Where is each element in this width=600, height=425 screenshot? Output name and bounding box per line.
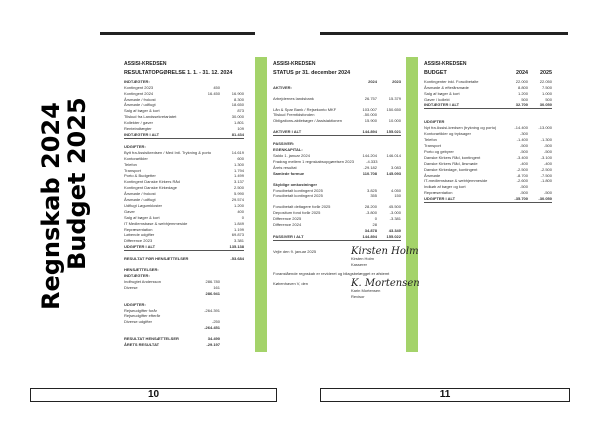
- row-label: Forudbetalt deltagere forår 2025: [273, 204, 331, 210]
- row-value: 286.941: [205, 290, 220, 296]
- budget-panel: [424, 62, 552, 350]
- row-label: IT-medlemsbase & webhjemmeside: [424, 178, 488, 184]
- row-label: Årsmøde / udflugt: [124, 197, 156, 203]
- row-value: 1.499: [233, 173, 244, 179]
- page-number-right: 11: [320, 388, 570, 402]
- row-value: 0: [374, 216, 377, 222]
- row-value: 873: [237, 108, 244, 114]
- table-row: [124, 244, 244, 251]
- row-value: [196, 132, 220, 138]
- row-label: Kontorartikler og tryksager: [424, 131, 471, 137]
- table-row: [124, 291, 244, 297]
- row-label: Rejseudgifter forår: [124, 307, 157, 313]
- row-value: 144.894: [362, 129, 377, 135]
- row-value: -2.500: [516, 166, 528, 172]
- row-label: Difference 2023: [124, 238, 153, 244]
- table-row: [273, 85, 401, 91]
- row-value: -250: [211, 319, 220, 325]
- row-label: Forudbetalt kontingent 2025: [273, 187, 323, 193]
- col-header-2023: 2023: [392, 78, 401, 84]
- row-label: Arbejdernes landsbank: [273, 95, 314, 101]
- org-name: ASSISI-KREDSEN: [273, 61, 316, 67]
- balance-sheet-title: STATUS pr 31. december 2024: [273, 69, 351, 76]
- row-value: 7.500: [541, 84, 552, 90]
- row-label: UDGIFTER I ALT: [124, 244, 156, 250]
- green-divider-1: [255, 57, 267, 352]
- row-value: 30.050: [539, 102, 552, 108]
- row-label: Porto & Budgetter: [124, 173, 156, 179]
- table-row: [124, 132, 244, 139]
- signer-2-name: Karin Mortensen: [351, 288, 381, 294]
- row-value: 0: [241, 214, 244, 220]
- row-value: -3.800: [365, 210, 377, 216]
- row-label: IT Medlemsbase & webhjemmeside: [124, 220, 188, 226]
- row-label: Årsmøde & efterårsmøde: [424, 84, 469, 90]
- row-value: 1.199: [233, 226, 244, 232]
- row-value: -7.500: [540, 172, 552, 178]
- page-number-left: 10: [30, 388, 277, 402]
- balance-sheet-panel: [273, 61, 420, 350]
- row-value: 43.340: [388, 227, 401, 233]
- row-value: [196, 244, 220, 250]
- row-label: INDTÆGTER I ALT: [424, 102, 460, 108]
- row-value: 144.204: [362, 152, 377, 158]
- table-row: [424, 196, 552, 203]
- row-label: UDGIFTER:: [124, 143, 146, 149]
- table-row: [424, 102, 552, 109]
- row-value: 1.794: [233, 167, 244, 173]
- row-value: 3.825: [366, 187, 377, 193]
- table-row: [124, 342, 244, 348]
- green-divider-2: [406, 57, 418, 352]
- row-label: Kontingent 2023: [124, 84, 154, 90]
- row-value: -500: [543, 142, 552, 148]
- row-value: -3.100: [540, 154, 552, 160]
- row-label: Transport: [424, 142, 441, 148]
- row-value: 3.381: [233, 238, 244, 244]
- row-value: 103.007: [362, 106, 377, 112]
- row-value: 15.379: [388, 95, 401, 101]
- row-value: 161: [213, 284, 220, 290]
- row-label: Samlede formue: [273, 170, 305, 176]
- row-label: Diverse: [124, 284, 138, 290]
- row-value: 28.200: [364, 204, 377, 210]
- row-value: 15.900: [364, 118, 377, 124]
- income-statement-rows: [124, 79, 244, 348]
- row-label: Danske Kirkers Råd, kontingent: [424, 154, 481, 160]
- row-label: Tilskud Fremtidsfonden: [273, 112, 315, 118]
- row-value: -500: [519, 148, 528, 154]
- row-value: -500: [519, 190, 528, 196]
- row-value: -3.381: [389, 216, 401, 222]
- row-label: Indkøb af bøger og kort: [424, 184, 466, 190]
- col-header-2024: 2024: [516, 69, 528, 76]
- table-row: [124, 325, 244, 331]
- row-label: Gaver / kollekt: [424, 96, 450, 102]
- income-statement-panel: [124, 62, 244, 350]
- row-value: -500: [543, 190, 552, 196]
- row-label: Udflugt Løgumkloster: [124, 202, 163, 208]
- signature-2: K. Mortensen: [351, 278, 420, 290]
- signature-block-2: [273, 278, 420, 300]
- table-row: [273, 118, 401, 124]
- row-value: 146.014: [386, 152, 401, 158]
- row-value: 135.138: [229, 244, 244, 250]
- row-value: 18.650: [231, 102, 244, 108]
- row-value: 1.200: [517, 90, 528, 96]
- row-label: Salg af bøger & kort: [124, 214, 160, 220]
- row-label: Årsmøde / frokost: [124, 191, 156, 197]
- row-value: [196, 256, 220, 262]
- row-value: -500: [543, 148, 552, 154]
- title-line-1: Regnskab 2024: [37, 102, 65, 310]
- row-value: -50.000: [363, 112, 377, 118]
- row-value: -3.000: [389, 210, 401, 216]
- row-value: -3.400: [516, 154, 528, 160]
- row-label: UDGIFTER:: [124, 301, 146, 307]
- row-label: INDTÆGTER:: [124, 78, 150, 84]
- row-value: 110.708: [362, 170, 377, 176]
- row-label: Salg af bøger & kort: [124, 108, 160, 114]
- row-label: [124, 291, 196, 297]
- row-value: -1.400: [516, 137, 528, 143]
- signer-1-role: Kasserer: [351, 261, 368, 267]
- row-value: 286.780: [205, 278, 220, 284]
- row-value: -300: [519, 131, 528, 137]
- row-value: -53.684: [230, 256, 244, 262]
- row-value: 45.500: [388, 204, 401, 210]
- row-label: AKTIVER I ALT: [273, 129, 302, 135]
- row-label: Årsmøde: [424, 172, 441, 178]
- row-label: Kontingent 2024: [124, 90, 154, 96]
- row-label: Telefon: [124, 161, 137, 167]
- row-value: 1.801: [233, 120, 244, 126]
- row-value: 69.873: [231, 232, 244, 238]
- row-value: -35.700: [514, 196, 528, 202]
- row-value: 450: [213, 84, 220, 90]
- org-name: ASSISI-KREDSEN: [424, 61, 467, 67]
- table-row: [273, 234, 401, 241]
- table-row: [273, 96, 401, 102]
- row-value: -8.700: [516, 172, 528, 178]
- row-label: Lån & Spar Bank / Rejsekonto MKF: [273, 106, 337, 112]
- row-label: Løbende udgifter: [124, 232, 155, 238]
- row-label: Difference 2025: [273, 216, 302, 222]
- row-value: [353, 85, 377, 91]
- row-value: 8.300: [233, 96, 244, 102]
- signature-1: Kirsten Holm: [351, 245, 419, 257]
- row-value: -264.451: [204, 325, 220, 331]
- top-rule-left: [100, 32, 255, 35]
- row-label: PASSIVER I ALT: [273, 233, 304, 239]
- row-value: 145.093: [386, 170, 401, 176]
- row-label: Telefon: [424, 137, 437, 143]
- income-statement-title: RESULTATOPGØRELSE 1. 1. - 31. 12. 2024: [124, 69, 233, 76]
- row-label: INDTÆGTER I ALT: [124, 131, 160, 137]
- row-value: 155.021: [386, 129, 401, 135]
- row-label: INDTÆGTER:: [124, 273, 150, 278]
- row-value: -14.400: [514, 125, 528, 131]
- signer-1-name: Kirsten Holm: [351, 255, 374, 261]
- row-label: Danske Kirkers Råd, årsmøde: [424, 160, 478, 166]
- row-label: HENSÆTTELSER:: [124, 267, 159, 273]
- row-label: Kontingent Danske Kirkedage: [124, 185, 177, 191]
- row-value: -1.300: [540, 137, 552, 143]
- row-label: Repræsentation: [424, 190, 453, 196]
- row-value: 81.434: [231, 131, 244, 137]
- table-row: [273, 171, 401, 177]
- row-label: Rejseudgifter efterår: [124, 313, 161, 319]
- row-value: 1.200: [233, 202, 244, 208]
- row-value: 1.000: [541, 90, 552, 96]
- row-label: Transport: [124, 167, 141, 173]
- row-value: -400: [519, 160, 528, 166]
- top-rule-right: [320, 32, 568, 35]
- balance-sheet-rows: [273, 85, 401, 241]
- row-value: 32.700: [515, 102, 528, 108]
- row-label: Danske Kirkedage, kontingent: [424, 166, 478, 172]
- row-label: AKTIVER:: [273, 84, 292, 90]
- row-label: PASSIVER:: [273, 141, 295, 147]
- signature-block-1: [273, 245, 419, 268]
- row-label: ÅRETS RESULTAT: [124, 342, 160, 348]
- place-date: Vejle den 9. januar 2025: [273, 248, 317, 254]
- row-value: 600: [237, 155, 244, 161]
- row-value: 26.757: [364, 95, 377, 101]
- row-label: [124, 325, 196, 331]
- row-value: 144.894: [362, 233, 377, 239]
- row-label: Difference 2024: [273, 222, 302, 228]
- row-label: Årsmøde / udflugt: [124, 102, 156, 108]
- row-label: Tilskud fra Landssekretariatet: [124, 114, 177, 120]
- row-label: Kollekter / gaver: [124, 120, 153, 126]
- audit-statement: Foranstående regnskab er revideret og bilagsbelægget er afstemt: [273, 271, 390, 277]
- row-value: 355: [370, 193, 377, 199]
- row-label: Saldo 1. januar 2024: [273, 152, 310, 158]
- vertical-title: [38, 20, 98, 310]
- row-value: 22.000: [515, 78, 528, 84]
- row-value: 2.500: [233, 185, 244, 191]
- row-value: -264.391: [204, 307, 220, 313]
- row-value: [220, 342, 244, 348]
- row-value: -13.000: [538, 125, 552, 131]
- row-label: Årsmøde / frokost: [124, 96, 156, 102]
- row-value: 29.574: [231, 197, 244, 203]
- row-value: 28: [372, 222, 377, 228]
- row-value: -29.197: [206, 342, 220, 348]
- row-value: 14.619: [231, 149, 244, 155]
- row-value: -4.333: [366, 158, 378, 164]
- row-label: Årets resultat: [273, 164, 297, 170]
- row-label: Kontorartikler: [124, 155, 148, 161]
- row-label: Gaver: [124, 208, 135, 214]
- place-2: Københaven V, den: [273, 281, 308, 287]
- row-value: 3.137: [233, 179, 244, 185]
- row-label: Depositum fond forår 2025: [273, 210, 321, 216]
- row-value: 5.990: [233, 191, 244, 197]
- row-label: Renteindtægter: [124, 126, 152, 132]
- row-value: 150: [394, 193, 401, 199]
- row-value: 109: [237, 126, 244, 132]
- row-value: -2.500: [540, 166, 552, 172]
- col-header-2025: 2025: [540, 69, 552, 76]
- row-label: Skyldige omkostninger: [273, 181, 318, 187]
- budget-header: [424, 71, 552, 77]
- row-value: 16.450: [207, 90, 220, 96]
- row-value: 22.050: [539, 78, 552, 84]
- row-label: Repræsentation: [124, 226, 153, 232]
- signer-2-role: Revisor: [351, 294, 365, 300]
- row-value: -500: [519, 142, 528, 148]
- row-label: Kontingenter inkl. Forudbetalte: [424, 78, 479, 84]
- budget-rows: [424, 79, 552, 203]
- row-value: 155.022: [386, 233, 401, 239]
- table-row: [273, 129, 401, 136]
- row-value: 8.800: [517, 84, 528, 90]
- title-line-2: Budget 2025: [63, 97, 91, 270]
- row-value: 10.000: [388, 118, 401, 124]
- col-header-2024: 2024: [368, 78, 377, 84]
- row-label: RESULTAT HENSÆTTELSER: [124, 336, 179, 342]
- row-value: 1.300: [233, 161, 244, 167]
- row-label: RESULTAT FØR HENSÆTTELSER: [124, 256, 189, 262]
- row-value: 16.900: [231, 90, 244, 96]
- row-label: Nyt fra Assisi-kredsen (trykning og porto): [424, 125, 497, 131]
- row-value: -29.182: [363, 164, 377, 170]
- row-value: -1.800: [540, 178, 552, 184]
- row-value: 500: [545, 96, 552, 102]
- row-label: Bytt fra Assisikredsen / Med Intl. Trykning & porto: [124, 149, 212, 155]
- row-label: EGENKAPITAL:: [273, 147, 303, 153]
- table-row: [273, 193, 401, 199]
- row-label: Salg af bøger & kort: [424, 90, 460, 96]
- table-row: [124, 256, 244, 262]
- row-value: [220, 291, 244, 297]
- row-value: 34.490: [207, 336, 220, 342]
- org-name: ASSISI-KREDSEN: [124, 61, 167, 67]
- row-label: Forudbetalt kontingent 2025: [273, 193, 323, 199]
- row-label: Fradrag mellem 1 regnskabsopgørelsen 2023: [273, 158, 354, 164]
- row-label: Indfrugtet Andersson: [124, 278, 161, 284]
- row-value: -30.050: [538, 196, 552, 202]
- budget-title: BUDGET: [424, 69, 447, 76]
- row-label: Kontingent Danske Kirkers Råd: [124, 179, 180, 185]
- row-value: -400: [543, 160, 552, 166]
- row-value: 150.650: [386, 106, 401, 112]
- row-label: UDGIFTER: [424, 119, 445, 125]
- row-value: [377, 85, 401, 91]
- row-value: 400: [237, 208, 244, 214]
- row-value: 3.083: [390, 164, 401, 170]
- row-value: 1.849: [233, 220, 244, 226]
- row-value: [220, 325, 244, 331]
- row-value: 34.878: [364, 227, 377, 233]
- row-label: Diverse udgifter: [124, 319, 153, 325]
- row-value: 4.050: [390, 187, 401, 193]
- row-value: -2.600: [516, 178, 528, 184]
- row-label: Porto og gebyrer: [424, 148, 454, 154]
- row-label: Obligations-aktiebøger / Assisiaktionen: [273, 118, 342, 124]
- row-value: 500: [521, 96, 528, 102]
- row-label: UDGIFTER I ALT: [424, 196, 456, 202]
- row-value: -500: [519, 184, 528, 190]
- row-value: 30.000: [231, 114, 244, 120]
